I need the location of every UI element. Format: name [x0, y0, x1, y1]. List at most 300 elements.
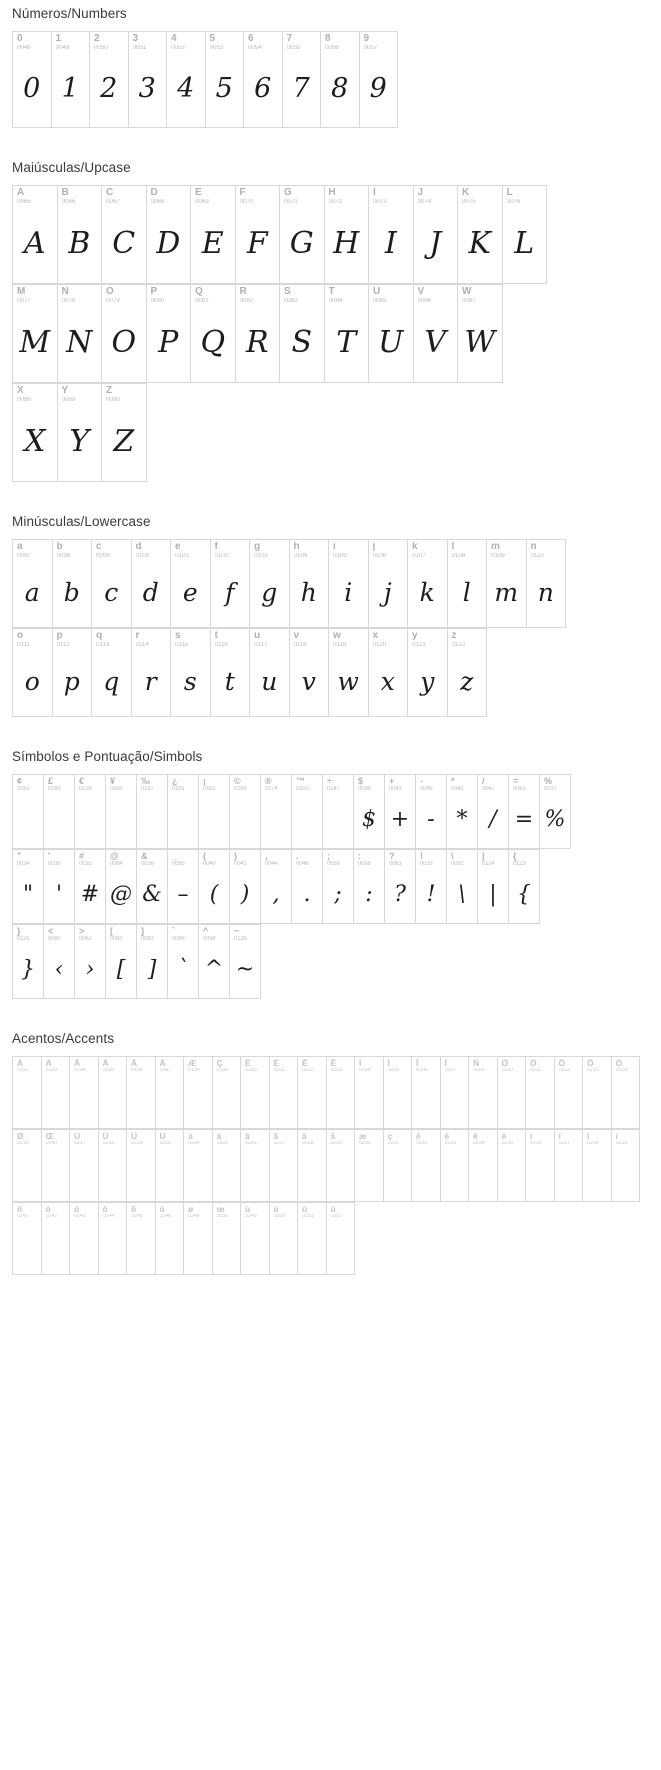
glyph-cell[interactable]	[290, 540, 330, 628]
glyph-preview: O	[111, 324, 137, 360]
glyph-meta	[184, 1130, 212, 1147]
glyph-meta	[355, 1130, 383, 1147]
glyph-cell[interactable]	[230, 850, 261, 924]
glyph-cell[interactable]	[355, 1130, 384, 1202]
section-title: Números/Numbers	[12, 6, 127, 21]
glyph-cell[interactable]	[280, 285, 325, 383]
glyph-char-label: Ò	[501, 1059, 509, 1068]
glyph-char-label: Í	[387, 1059, 390, 1068]
glyph-preview	[323, 795, 353, 848]
glyph-row	[12, 924, 261, 999]
glyph-cell[interactable]	[44, 925, 75, 999]
glyph-cell[interactable]	[327, 1057, 356, 1129]
glyph-preview	[13, 1077, 41, 1128]
glyph-meta	[127, 1203, 155, 1220]
glyph-preview: l	[462, 578, 471, 607]
glyph-cell[interactable]	[132, 540, 172, 628]
glyph-cell[interactable]	[147, 186, 192, 284]
glyph-cell[interactable]	[156, 1203, 185, 1275]
glyph-cell[interactable]	[13, 540, 53, 628]
glyph-preview: /	[489, 806, 497, 832]
glyph-cell[interactable]	[42, 1130, 71, 1202]
glyph-cell[interactable]	[458, 285, 503, 383]
glyph-meta	[53, 540, 92, 559]
glyph-cell[interactable]	[250, 629, 290, 717]
glyph-meta	[184, 1203, 212, 1220]
glyph-cell[interactable]	[137, 850, 168, 924]
glyph-preview: q	[103, 667, 120, 696]
glyph-cell[interactable]	[102, 384, 147, 482]
glyph-char-label: œ	[216, 1205, 225, 1214]
glyph-cell[interactable]	[230, 775, 261, 849]
glyph-cell[interactable]	[280, 186, 325, 284]
glyph-cell[interactable]	[199, 925, 230, 999]
glyph-cell[interactable]	[106, 850, 137, 924]
glyph-cell[interactable]	[53, 540, 93, 628]
glyph-cell[interactable]	[408, 629, 448, 717]
glyph-meta	[329, 540, 368, 559]
glyph-cell[interactable]	[127, 1130, 156, 1202]
glyph-cell[interactable]	[132, 629, 172, 717]
glyph-meta	[414, 285, 458, 304]
glyph-preview: Z	[113, 423, 135, 459]
glyph-char-code: 0226	[245, 1140, 257, 1146]
glyph-cell[interactable]	[106, 775, 137, 849]
glyph-cell[interactable]	[478, 775, 509, 849]
glyph-preview: Y	[69, 423, 90, 459]
glyph-cell[interactable]	[298, 1203, 327, 1275]
glyph-cell[interactable]	[241, 1203, 270, 1275]
glyph-cell[interactable]	[448, 540, 488, 628]
glyph-cell[interactable]	[129, 32, 168, 128]
glyph-cell[interactable]	[509, 850, 540, 924]
glyph-preview	[441, 1077, 469, 1128]
glyph-char-code: 0050	[94, 44, 108, 51]
glyph-cell[interactable]	[53, 629, 93, 717]
glyph-cell[interactable]	[325, 186, 370, 284]
glyph-cell[interactable]	[13, 1130, 42, 1202]
glyph-cell[interactable]	[199, 775, 230, 849]
glyph-preview: R	[245, 324, 269, 360]
glyph-preview	[13, 795, 43, 848]
glyph-char-label: À	[17, 1059, 24, 1068]
glyph-cell[interactable]	[414, 186, 459, 284]
glyph-preview: N	[66, 324, 93, 360]
glyph-cell[interactable]	[612, 1130, 641, 1202]
glyph-cell[interactable]	[298, 1130, 327, 1202]
glyph-cell[interactable]	[191, 285, 236, 383]
glyph-cell[interactable]	[184, 1130, 213, 1202]
glyph-cell[interactable]	[527, 540, 567, 628]
glyph-cell[interactable]	[355, 1057, 384, 1129]
glyph-preview	[127, 1223, 155, 1274]
glyph-cell[interactable]	[469, 1057, 498, 1129]
glyph-cell[interactable]	[583, 1130, 612, 1202]
glyph-cell[interactable]	[441, 1130, 470, 1202]
glyph-meta	[323, 775, 353, 793]
glyph-cell[interactable]	[42, 1203, 71, 1275]
glyph-char-code: 0250	[273, 1213, 285, 1219]
glyph-char-code: 0042	[451, 786, 464, 793]
glyph-char-code: 0046	[296, 861, 309, 868]
glyph-preview	[230, 795, 260, 848]
glyph-char-label: C	[106, 188, 114, 198]
glyph-meta	[184, 1057, 212, 1074]
glyph-cell[interactable]	[99, 1057, 128, 1129]
glyph-char-code: 0039	[48, 861, 61, 868]
glyph-cell[interactable]	[127, 1057, 156, 1129]
glyph-preview	[583, 1077, 611, 1128]
glyph-char-code: 0086	[417, 297, 432, 304]
glyph-meta	[290, 629, 329, 648]
glyph-preview: %	[544, 806, 566, 832]
glyph-char-code: 0035	[79, 861, 92, 868]
glyph-cell[interactable]	[323, 775, 354, 849]
glyph-char-code: 0237	[558, 1140, 570, 1146]
glyph-char-code: 0097	[17, 552, 31, 559]
glyph-meta	[58, 186, 102, 205]
glyph-cell[interactable]	[52, 32, 91, 128]
glyph-cell[interactable]	[503, 186, 548, 284]
glyph-cell[interactable]	[90, 32, 129, 128]
glyph-meta	[458, 186, 502, 205]
glyph-char-code: 0200	[245, 1067, 257, 1073]
glyph-char-label: ù	[245, 1205, 251, 1214]
glyph-char-code: 0052	[171, 44, 185, 51]
glyph-cell[interactable]	[171, 629, 211, 717]
glyph-cell[interactable]	[236, 186, 281, 284]
glyph-cell[interactable]	[447, 850, 478, 924]
glyph-char-label: `	[172, 927, 175, 936]
glyph-cell[interactable]	[261, 775, 292, 849]
glyph-meta	[412, 1057, 440, 1074]
glyph-cell[interactable]	[44, 850, 75, 924]
glyph-meta	[127, 1130, 155, 1147]
glyph-cell[interactable]	[325, 285, 370, 383]
glyph-preview	[156, 1150, 184, 1201]
glyph-cell[interactable]	[156, 1057, 185, 1129]
glyph-char-label: Z	[106, 386, 113, 396]
glyph-char-label: u	[254, 631, 261, 641]
glyph-preview	[298, 1223, 326, 1274]
glyph-cell[interactable]	[469, 1130, 498, 1202]
glyph-cell[interactable]	[75, 775, 106, 849]
glyph-char-label: M	[17, 287, 26, 297]
glyph-cell[interactable]	[283, 32, 322, 128]
glyph-preview	[412, 1077, 440, 1128]
glyph-meta	[270, 1057, 298, 1074]
glyph-cell[interactable]	[416, 775, 447, 849]
glyph-preview: m	[494, 578, 519, 607]
glyph-char-code: 0249	[245, 1213, 257, 1219]
glyph-char-label: J	[417, 188, 424, 198]
glyph-cell[interactable]	[327, 1203, 356, 1275]
glyph-cell[interactable]	[70, 1130, 99, 1202]
glyph-cell[interactable]	[75, 925, 106, 999]
glyph-cell[interactable]	[13, 32, 52, 128]
glyph-cell[interactable]	[106, 925, 137, 999]
glyph-char-label: +	[389, 777, 395, 786]
glyph-meta	[369, 540, 408, 559]
glyph-char-code: 0161	[203, 786, 216, 793]
glyph-char-code: 0205	[387, 1067, 399, 1073]
glyph-cell[interactable]	[99, 1203, 128, 1275]
glyph-cell[interactable]	[13, 629, 53, 717]
glyph-cell[interactable]	[441, 1057, 470, 1129]
glyph-char-code: 0059	[327, 861, 340, 868]
glyph-row	[12, 185, 547, 284]
glyph-cell[interactable]	[354, 850, 385, 924]
glyph-char-label: y	[412, 631, 418, 641]
glyph-char-label: æ	[359, 1132, 367, 1141]
glyph-char-label: ^	[203, 927, 209, 936]
glyph-cell[interactable]	[102, 186, 147, 284]
glyph-cell[interactable]	[13, 186, 58, 284]
glyph-cell[interactable]	[168, 925, 199, 999]
glyph-cell[interactable]	[448, 629, 488, 717]
glyph-cell[interactable]	[385, 775, 416, 849]
glyph-cell[interactable]	[127, 1203, 156, 1275]
glyph-cell[interactable]	[290, 629, 330, 717]
glyph-cell[interactable]	[92, 629, 132, 717]
glyph-cell[interactable]	[13, 850, 44, 924]
glyph-char-code: 0225	[216, 1140, 228, 1146]
glyph-cell[interactable]	[526, 1057, 555, 1129]
glyph-char-code: 0104	[293, 552, 308, 559]
glyph-cell[interactable]	[323, 850, 354, 924]
glyph-row	[12, 1129, 640, 1202]
glyph-cell[interactable]	[354, 775, 385, 849]
glyph-cell[interactable]	[412, 1130, 441, 1202]
glyph-char-label: Y	[61, 386, 69, 396]
glyph-cell[interactable]	[70, 1203, 99, 1275]
glyph-cell[interactable]	[384, 1130, 413, 1202]
glyph-preview	[184, 1150, 212, 1201]
glyph-cell[interactable]	[478, 850, 509, 924]
glyph-preview: C	[112, 225, 136, 261]
glyph-preview: =	[514, 806, 534, 832]
glyph-cell[interactable]	[369, 629, 409, 717]
glyph-preview: !	[426, 881, 436, 907]
glyph-cell[interactable]	[327, 1130, 356, 1202]
glyph-cell[interactable]	[102, 285, 147, 383]
glyph-cell[interactable]	[13, 1203, 42, 1275]
glyph-char-code: 0243	[74, 1213, 86, 1219]
glyph-cell[interactable]	[168, 850, 199, 924]
glyph-cell[interactable]	[92, 540, 132, 628]
glyph-preview: K	[468, 225, 491, 261]
glyph-cell[interactable]	[321, 32, 360, 128]
glyph-meta	[298, 1203, 326, 1220]
glyph-preview: o	[24, 667, 40, 696]
glyph-char-label: Ë	[330, 1059, 337, 1068]
glyph-cell[interactable]	[408, 540, 448, 628]
glyph-cell[interactable]	[99, 1130, 128, 1202]
glyph-meta	[412, 1130, 440, 1147]
glyph-char-code: 0224	[188, 1140, 200, 1146]
glyph-grid	[12, 539, 661, 717]
glyph-char-label: G	[284, 188, 292, 198]
glyph-cell[interactable]	[416, 850, 447, 924]
glyph-preview: 5	[215, 73, 233, 104]
glyph-row	[12, 774, 571, 849]
glyph-cell[interactable]	[58, 186, 103, 284]
glyph-cell[interactable]	[230, 925, 261, 999]
glyph-meta	[241, 1057, 269, 1074]
glyph-cell[interactable]	[211, 540, 251, 628]
glyph-cell[interactable]	[156, 1130, 185, 1202]
glyph-cell[interactable]	[42, 1057, 71, 1129]
glyph-cell[interactable]	[137, 775, 168, 849]
glyph-cell[interactable]	[384, 1057, 413, 1129]
glyph-cell[interactable]	[385, 850, 416, 924]
glyph-cell[interactable]	[75, 850, 106, 924]
glyph-meta	[441, 1057, 469, 1074]
glyph-preview	[70, 1077, 98, 1128]
glyph-cell[interactable]	[369, 285, 414, 383]
glyph-preview: )	[240, 881, 250, 907]
glyph-preview: A	[23, 225, 46, 261]
glyph-char-label: Œ	[45, 1132, 54, 1141]
glyph-cell[interactable]	[13, 384, 58, 482]
glyph-meta	[298, 1130, 326, 1147]
glyph-cell[interactable]	[171, 540, 211, 628]
glyph-preview: g	[261, 578, 278, 607]
glyph-cell[interactable]	[184, 1057, 213, 1129]
glyph-cell[interactable]	[540, 775, 571, 849]
glyph-preview: ›	[85, 956, 95, 982]
glyph-cell[interactable]	[241, 1130, 270, 1202]
glyph-cell[interactable]	[498, 1057, 527, 1129]
glyph-cell[interactable]	[213, 1057, 242, 1129]
glyph-char-code: 0108	[451, 552, 466, 559]
glyph-char-code: 0057	[363, 44, 378, 51]
glyph-cell[interactable]	[213, 1130, 242, 1202]
glyph-cell[interactable]	[211, 629, 251, 717]
glyph-meta	[147, 186, 191, 205]
glyph-cell[interactable]	[13, 285, 58, 383]
glyph-cell[interactable]	[555, 1057, 584, 1129]
glyph-preview: J	[429, 225, 442, 261]
glyph-char-label: ï	[615, 1132, 618, 1141]
glyph-preview: +	[390, 806, 410, 832]
glyph-preview: I	[384, 225, 397, 261]
glyph-meta	[191, 186, 235, 205]
glyph-char-label: *	[451, 777, 455, 786]
glyph-cell[interactable]	[369, 186, 414, 284]
glyph-cell[interactable]	[206, 32, 245, 128]
glyph-char-code: 0076	[506, 198, 521, 205]
glyph-cell[interactable]	[261, 850, 292, 924]
glyph-cell[interactable]	[13, 775, 44, 849]
glyph-cell[interactable]	[241, 1057, 270, 1129]
glyph-cell[interactable]	[147, 285, 192, 383]
glyph-cell[interactable]	[13, 925, 44, 999]
glyph-cell[interactable]	[168, 775, 199, 849]
glyph-meta	[509, 775, 539, 793]
glyph-char-code: 0099	[96, 552, 110, 559]
glyph-cell[interactable]	[58, 384, 103, 482]
glyph-cell[interactable]	[184, 1203, 213, 1275]
glyph-char-label: é	[444, 1132, 450, 1141]
glyph-char-code: 0063	[389, 861, 402, 868]
glyph-cell[interactable]	[509, 775, 540, 849]
glyph-char-code: 0233	[444, 1140, 456, 1146]
glyph-char-code: 0082	[239, 297, 254, 304]
glyph-meta	[132, 540, 171, 559]
glyph-char-label: B	[61, 188, 69, 198]
glyph-cell[interactable]	[58, 285, 103, 383]
glyph-cell[interactable]	[44, 775, 75, 849]
glyph-cell[interactable]	[487, 540, 527, 628]
glyph-char-code: 0085	[373, 297, 387, 304]
glyph-cell[interactable]	[292, 775, 323, 849]
glyph-cell[interactable]	[270, 1057, 299, 1129]
glyph-cell[interactable]	[292, 850, 323, 924]
glyph-meta	[408, 540, 447, 559]
glyph-preview: {	[517, 881, 531, 907]
glyph-cell[interactable]	[414, 285, 459, 383]
glyph-cell[interactable]	[13, 1057, 42, 1129]
glyph-char-code: 0241	[17, 1213, 29, 1219]
glyph-meta	[42, 1130, 70, 1147]
glyph-cell[interactable]	[191, 186, 236, 284]
glyph-meta	[137, 925, 167, 943]
glyph-meta	[236, 186, 280, 205]
glyph-char-code: 0192	[17, 1067, 29, 1073]
glyph-preview	[270, 1150, 298, 1201]
glyph-cell[interactable]	[498, 1130, 527, 1202]
glyph-char-label: l	[451, 542, 455, 552]
glyph-cell[interactable]	[270, 1130, 299, 1202]
glyph-meta	[325, 285, 369, 304]
glyph-cell[interactable]	[329, 540, 369, 628]
glyph-meta	[283, 32, 321, 51]
glyph-cell[interactable]	[360, 32, 399, 128]
glyph-cell[interactable]	[137, 925, 168, 999]
glyph-cell[interactable]	[167, 32, 206, 128]
glyph-cell[interactable]	[555, 1130, 584, 1202]
glyph-cell[interactable]	[329, 629, 369, 717]
glyph-section	[0, 508, 661, 717]
glyph-char-label: ä	[302, 1132, 307, 1141]
glyph-preview: s	[183, 667, 197, 696]
glyph-cell[interactable]	[244, 32, 283, 128]
glyph-cell[interactable]	[583, 1057, 612, 1129]
glyph-cell[interactable]	[270, 1203, 299, 1275]
glyph-cell[interactable]	[213, 1203, 242, 1275]
glyph-cell[interactable]	[447, 775, 478, 849]
glyph-cell[interactable]	[70, 1057, 99, 1129]
glyph-cell[interactable]	[526, 1130, 555, 1202]
glyph-preview: ,	[272, 881, 280, 907]
glyph-preview	[75, 795, 105, 848]
glyph-cell[interactable]	[236, 285, 281, 383]
glyph-char-code: 0055	[286, 44, 301, 51]
glyph-cell[interactable]	[412, 1057, 441, 1129]
glyph-preview	[156, 1077, 184, 1128]
glyph-cell[interactable]	[250, 540, 290, 628]
glyph-preview: -	[427, 806, 435, 832]
glyph-cell[interactable]	[298, 1057, 327, 1129]
glyph-cell[interactable]	[369, 540, 409, 628]
glyph-preview: i	[344, 578, 353, 607]
glyph-char-label: 6	[248, 34, 254, 44]
glyph-cell[interactable]	[199, 850, 230, 924]
glyph-cell[interactable]	[612, 1057, 641, 1129]
glyph-char-label: o	[17, 631, 24, 641]
glyph-cell[interactable]	[458, 186, 503, 284]
